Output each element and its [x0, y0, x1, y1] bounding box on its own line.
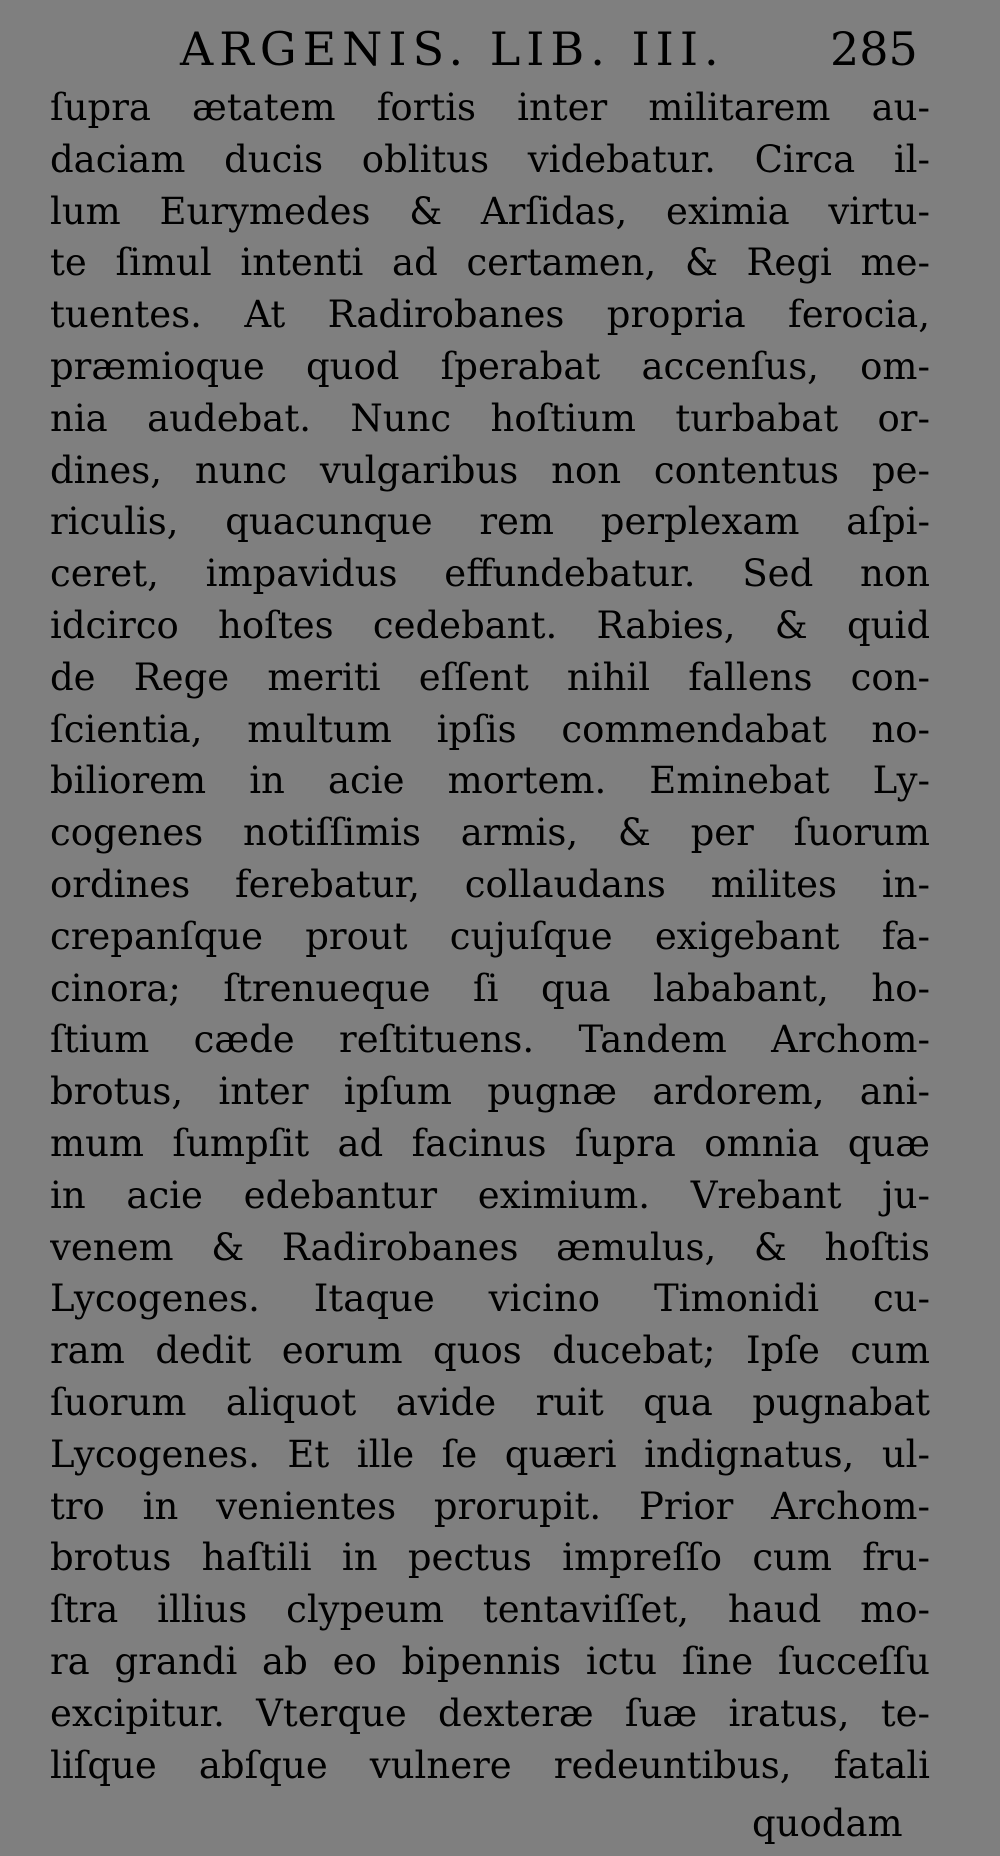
text-line: idcirco hoſtes cedebant. Rabies, & quid: [50, 603, 930, 647]
text-line: excipitur. Vterque dexteræ ſuæ iratus, te-: [50, 1691, 930, 1735]
text-line: brotus haſtili in pectus impreſſo cum fru-: [50, 1536, 930, 1580]
text-line: daciam ducis oblitus videbatur. Circa il-: [50, 137, 930, 181]
text-line: brotus, inter ipſum pugnæ ardorem, ani-: [50, 1070, 930, 1114]
text-line: ſuorum aliquot avide ruit qua pugnabat: [50, 1380, 930, 1424]
text-line: crepanſque prout cujuſque exigebant fa-: [50, 914, 930, 958]
text-line: tro in venientes prorupit. Prior Archom-: [50, 1484, 930, 1528]
text-line: ſupra ætatem fortis inter militarem au-: [50, 86, 930, 129]
text-line: venem & Radirobanes æmulus, & hoſtis: [50, 1225, 930, 1269]
catchword: quodam: [752, 1802, 903, 1845]
text-line: ſtium cæde reſtituens. Tandem Archom-: [50, 1018, 930, 1062]
text-line: lum Eurymedes & Arſidas, eximia virtu-: [50, 189, 930, 233]
text-line: riculis, quacunque rem perplexam aſpi-: [50, 500, 930, 544]
page-number: 285: [830, 22, 918, 76]
text-line: mum ſumpſit ad facinus ſupra omnia quæ: [50, 1121, 930, 1165]
text-line: cinora; ſtrenueque ſi qua lababant, ho-: [50, 966, 930, 1010]
text-line: in acie edebantur eximium. Vrebant ju-: [50, 1173, 930, 1217]
text-line: Lycogenes. Et ille ſe quæri indignatus, ul-: [50, 1432, 930, 1476]
text-line: liſque abſque vulnere redeuntibus, fatali: [50, 1743, 930, 1787]
text-line: te ſimul intenti ad certamen, & Regi me-: [50, 241, 930, 285]
text-line: ra grandi ab eo bipennis ictu ſine ſucceſſu: [50, 1639, 930, 1683]
text-line: biliorem in acie mortem. Eminebat Ly-: [50, 759, 930, 803]
body-text: [50, 82, 930, 1791]
text-line: dines, nunc vulgaribus non contentus pe-: [50, 448, 930, 492]
running-head: ARGENIS. LIB. III.: [180, 22, 725, 76]
text-line: ram dedit eorum quos ducebat; Ipſe cum: [50, 1329, 930, 1373]
text-line: ceret, impavidus effundebatur. Sed non: [50, 552, 930, 596]
text-line: de Rege meriti eſſent nihil fallens con-: [50, 655, 930, 699]
text-line: præmioque quod ſperabat accenſus, om-: [50, 344, 930, 388]
text-line: ſtra illius clypeum tentaviſſet, haud mo-: [50, 1588, 930, 1632]
page-header: [0, 14, 1000, 84]
text-line: tuentes. At Radirobanes propria ferocia,: [50, 293, 930, 337]
text-line: ordines ferebatur, collaudans milites in-: [50, 862, 930, 906]
text-line: Lycogenes. Itaque vicino Timonidi cu-: [50, 1277, 930, 1321]
text-line: ſcientia, multum ipſis commendabat no-: [50, 707, 930, 751]
text-line: nia audebat. Nunc hoſtium turbabat or-: [50, 396, 930, 440]
text-line: cogenes notiſſimis armis, & per ſuorum: [50, 811, 930, 855]
